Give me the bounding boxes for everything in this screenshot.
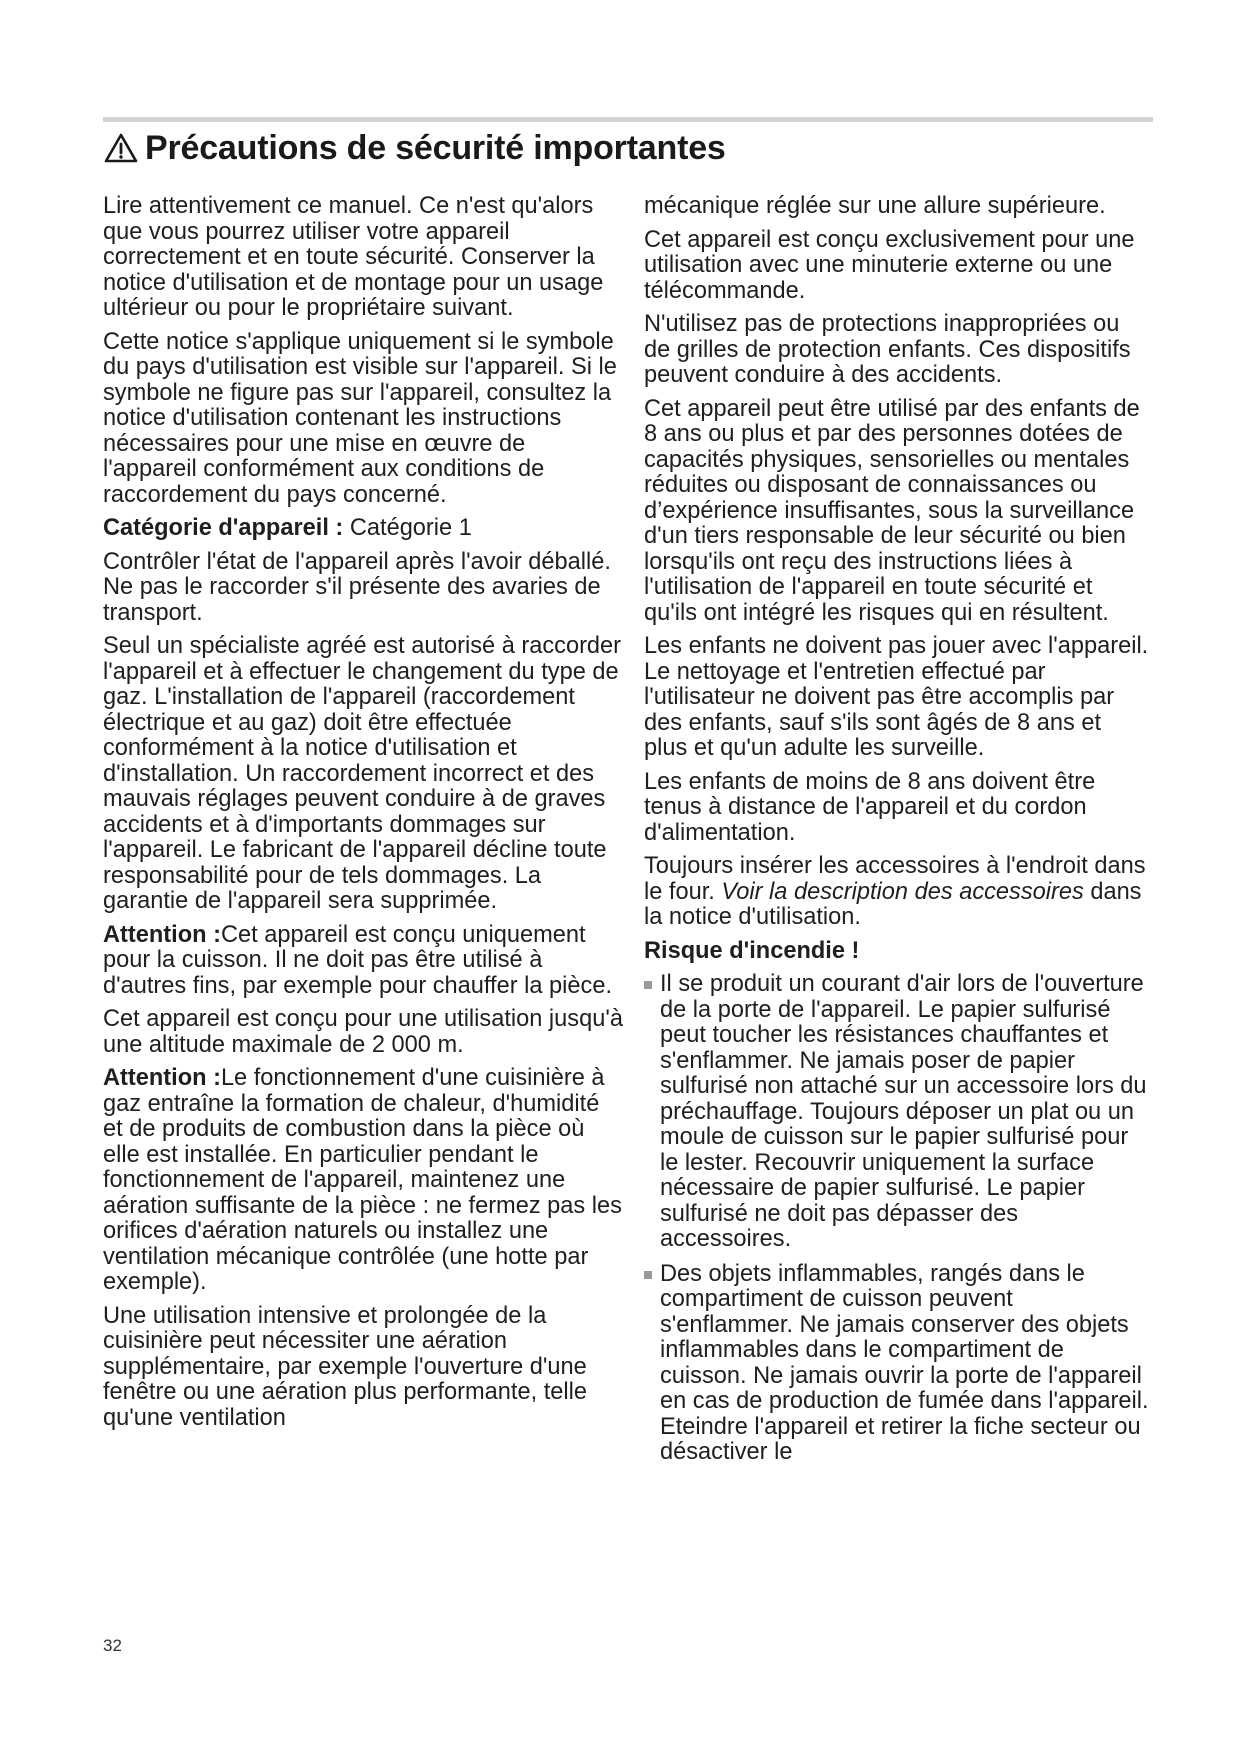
warning-triangle-icon bbox=[103, 132, 139, 164]
accessories-text-end: dans la notice d'utilisation. bbox=[644, 878, 1142, 930]
accessories-text: Toujours insérer les accessoires à l'endroit dans le four. bbox=[644, 853, 1146, 905]
attention-label: Attention : bbox=[103, 921, 221, 948]
specialist-paragraph: Seul un spécialiste agréé est autorisé à raccorder l'appareil et à effectuer le changement du type de gaz. L'installation de l'appareil (raccordement électrique et au gaz) doit être effectuée conformément à la notice d'utilisation et d'installation. Un raccordement incorrect et des mauvais réglages peuvent conduire à de graves accidents et à d'importants dommages sur l'appareil. Le fabricant de l'appareil décline toute responsabilité pour de tels dommages. La garantie de l'appareil sera supprimée. bbox=[103, 633, 622, 914]
list-item bbox=[644, 972, 1149, 1253]
intensive-use-paragraph: Une utilisation intensive et prolongée de la cuisinière peut nécessiter une aération supplémentaire, par exemple l'ouverture d'une fenêtre ou une aération plus performante, telle qu'une ventilation bbox=[103, 1302, 587, 1431]
cooking-only-paragraph bbox=[103, 923, 623, 1000]
left-column bbox=[103, 194, 623, 1439]
bullet-square-icon bbox=[644, 1271, 652, 1279]
children-distance-paragraph: Les enfants de moins de 8 ans doivent être tenus à distance de l'appareil et du cordon d'alimentation. bbox=[644, 768, 1096, 846]
page-title bbox=[103, 126, 726, 170]
right-column bbox=[644, 194, 1149, 1475]
page-number: 32 bbox=[103, 1636, 122, 1655]
altitude-paragraph: Cet appareil est conçu pour une utilisation jusqu'à une altitude maximale de 2 000 m. bbox=[103, 1006, 623, 1058]
list-item-text: Il se produit un courant d'air lors de l'ouverture de la porte de l'appareil. Le papier sulfurisé peut toucher les résistances chauffantes et s'enflammer. Ne jamais poser de papier sulfurisé non attaché sur un accessoire lors du préchauffage. Toujours déposer un plat ou un moule de cuisson sur le papier sulfurisé pour le lester. Recouvrir uniquement la surface nécessaire de papier sulfurisé. Le papier sulfurisé ne doit pas dépasser des accessoires. bbox=[660, 971, 1147, 1252]
device-category-label: Catégorie d'appareil : bbox=[103, 515, 344, 541]
device-category-paragraph bbox=[103, 516, 623, 542]
timer-paragraph: Cet appareil est conçu exclusivement pour une utilisation avec une minuterie externe ou une télécommande. bbox=[644, 226, 1135, 304]
device-category-value: Catégorie 1 bbox=[343, 515, 472, 541]
attention-label: Attention : bbox=[103, 1065, 221, 1091]
inspection-paragraph: Contrôler l'état de l'appareil après l'avoir déballé. Ne pas le raccorder s'il présente des avaries de transport. bbox=[103, 548, 611, 626]
ventilation-paragraph bbox=[103, 1066, 623, 1296]
accessories-paragraph bbox=[644, 854, 1149, 931]
fire-risk-heading: Risque d'incendie ! bbox=[644, 937, 860, 964]
accessories-reference: Voir la description des accessoires bbox=[721, 878, 1084, 905]
top-rule bbox=[103, 117, 1153, 122]
list-item-text: Des objets inflammables, rangés dans le compartiment de cuisson peuvent s'enflammer. Ne jamais conserver des objets inflammables dans le compartiment de cuisson. Ne jamais ouvrir la porte de l'appareil en cas de production de fumée dans l'appareil. Eteindre l'appareil et retirer la fiche secteur ou désactiver le bbox=[660, 1260, 1149, 1465]
cooking-only-text: Cet appareil est conçu uniquement pour la cuisson. Il ne doit pas être utilisé à d'autres fins, par exemple pour chauffer la pièce. bbox=[103, 921, 613, 999]
ventilation-text: Le fonctionnement d'une cuisinière à gaz entraîne la formation de chaleur, d'humidité et de produits de combustion dans la pièce où elle est installée. En particulier pendant le fonctionnement de l'appareil, maintenez une aération suffisante de la pièce : ne fermez pas les orifices d'aération naturels ou installez une ventilation mécanique contrôlée (une hotte par exemple). bbox=[103, 1065, 622, 1295]
child-guard-paragraph: N'utilisez pas de protections inappropriées ou de grilles de protection enfants. Ces dispositifs peuvent conduire à des accidents. bbox=[644, 311, 1131, 388]
list-item bbox=[644, 1262, 1149, 1466]
intro-paragraph: Lire attentivement ce manuel. Ce n'est qu'alors que vous pourrez utiliser votre appareil correctement et en toute sécurité. Conserver la notice d'utilisation et de montage pour un usage ultérieur ou pour le propriétaire suivant. bbox=[103, 193, 604, 321]
children-play-paragraph: Les enfants ne doivent pas jouer avec l'appareil. Le nettoyage et l'entretien effectué par l'utilisateur ne doivent pas être accomplis par des enfants, sauf s'ils sont âgés de 8 ans et plus et qu'un adulte les surveille. bbox=[644, 633, 1149, 761]
bullet-square-icon bbox=[644, 981, 652, 989]
ventilation-continued-paragraph: mécanique réglée sur une allure supérieure. bbox=[644, 193, 1106, 219]
country-symbol-paragraph: Cette notice s'applique uniquement si le symbole du pays d'utilisation est visible sur l'appareil. Si le symbole ne figure pas sur l'appareil, consultez la notice d'utilisation contenant les instructions nécessaires pour une mise en œuvre de l'appareil conformément aux conditions de raccordement du pays concerné. bbox=[103, 328, 617, 508]
page-title-text: Précautions de sécurité importantes bbox=[145, 129, 726, 167]
children-usage-paragraph: Cet appareil peut être utilisé par des enfants de 8 ans ou plus et par des personnes dotées de capacités physiques, sensorielles ou mentales réduites ou disposant de connaissances ou d’expérience insuffisantes, sous la surveillance d'un tiers responsable de leur sécurité ou bien lorsqu'ils ont reçu des instructions liées à l'utilisation de l'appareil en toute sécurité et qu'ils ont intégré les risques qui en résultent. bbox=[644, 395, 1140, 626]
